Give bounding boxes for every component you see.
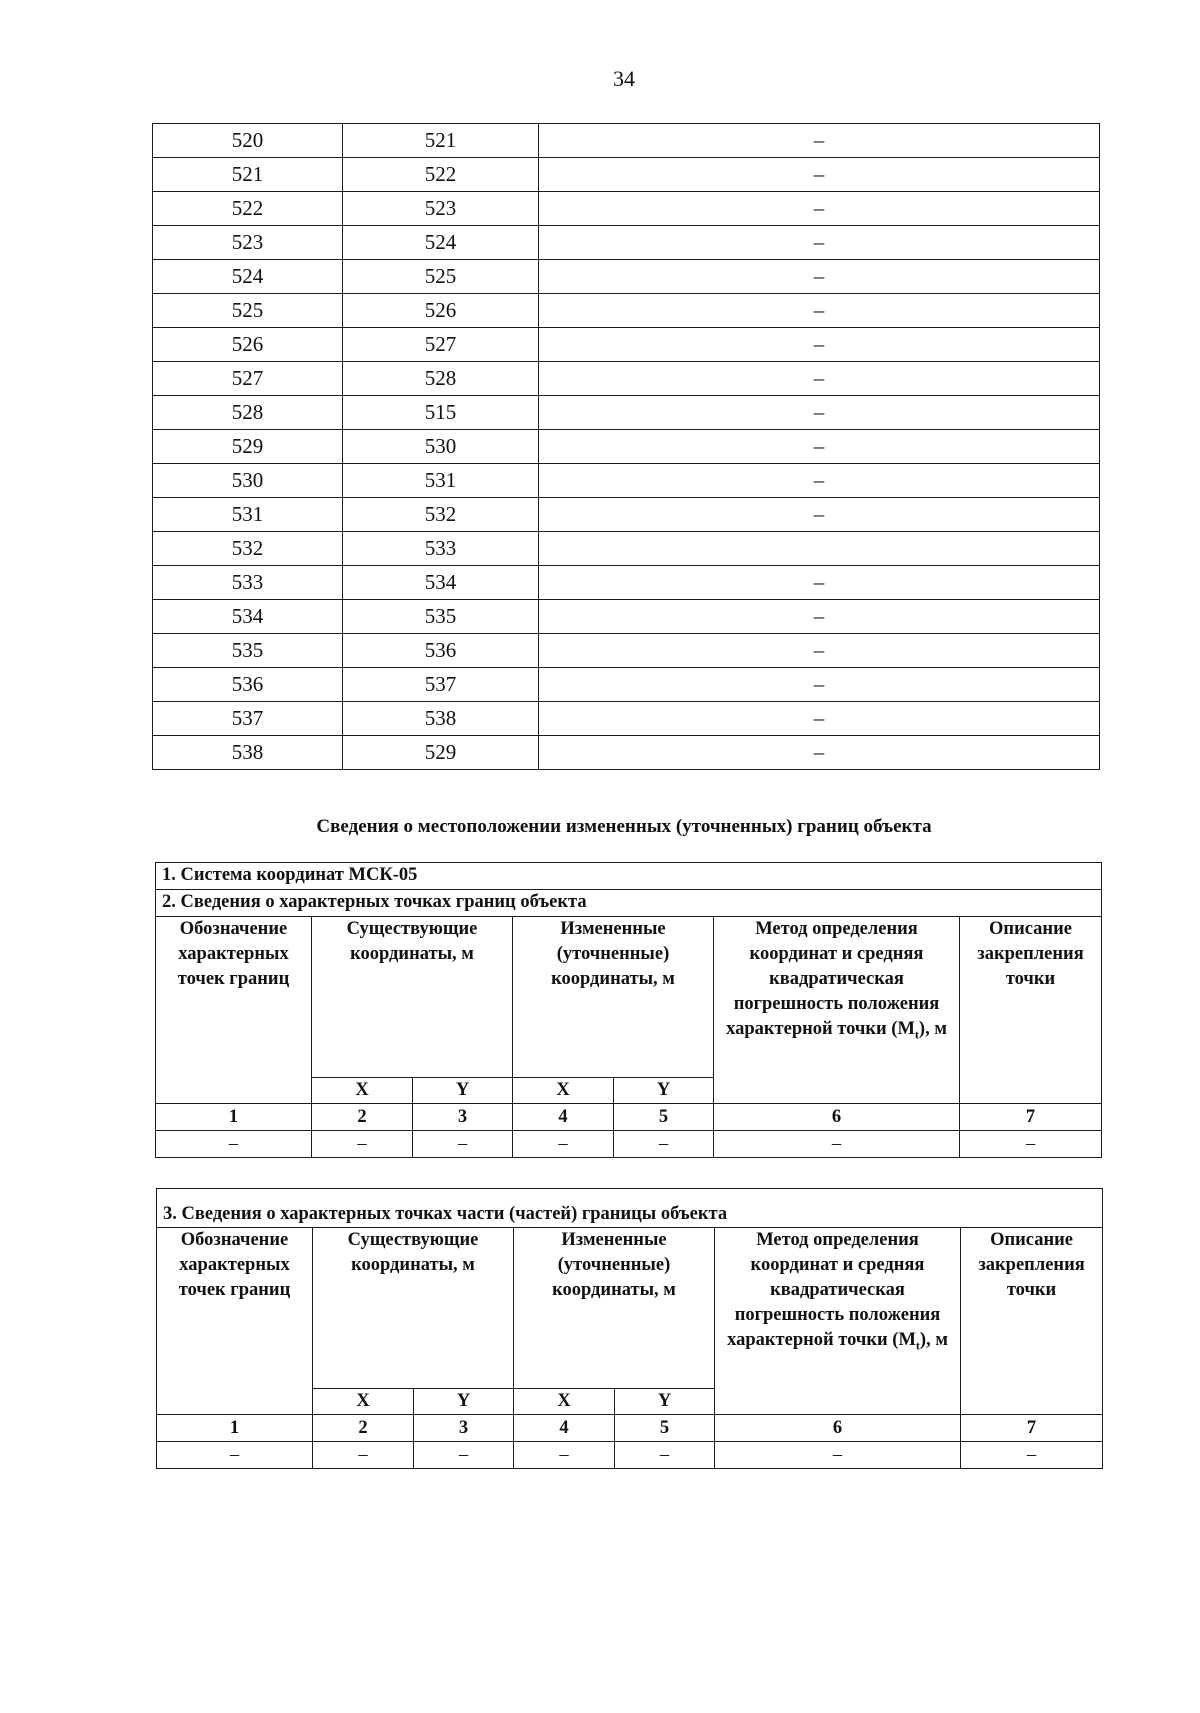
point-to-cell: 527 xyxy=(343,328,539,362)
table-row xyxy=(153,430,1100,464)
header-designation: Обозначение характерных точек границ xyxy=(157,1228,313,1415)
segment-note-cell: – xyxy=(539,362,1100,396)
point-to-cell: 537 xyxy=(343,668,539,702)
table-row xyxy=(153,158,1100,192)
segment-note-cell: – xyxy=(539,600,1100,634)
table-row xyxy=(153,668,1100,702)
point-to-cell: 533 xyxy=(343,532,539,566)
header-changed-x: X xyxy=(514,1389,615,1415)
header-changed-x: X xyxy=(513,1078,614,1104)
point-to-cell: 531 xyxy=(343,464,539,498)
header-designation: Обозначение характерных точек границ xyxy=(156,917,312,1104)
point-to-cell: 536 xyxy=(343,634,539,668)
header-method xyxy=(714,917,960,1104)
header-method-text: Метод определения координат и средняя квадратическая погрешность положения характерной точки $(M_t)$, м xyxy=(727,1230,948,1353)
table-row xyxy=(153,498,1100,532)
segment-note-cell: – xyxy=(539,158,1100,192)
segment-note-cell: – xyxy=(539,124,1100,158)
boundary-segments-table xyxy=(152,123,1100,770)
point-from-cell: 532 xyxy=(153,532,343,566)
column-number: 3 xyxy=(413,1104,513,1131)
header-existing-coordinates: Существующие координаты, м xyxy=(312,917,513,1078)
point-from-cell: 522 xyxy=(153,192,343,226)
segment-note-cell: – xyxy=(539,498,1100,532)
segment-note-cell: – xyxy=(539,566,1100,600)
column-number: 6 xyxy=(714,1104,960,1131)
table-row xyxy=(153,736,1100,770)
segment-note-cell: – xyxy=(539,430,1100,464)
point-to-cell: 535 xyxy=(343,600,539,634)
empty-cell: – xyxy=(312,1131,413,1158)
column-number: 7 xyxy=(960,1104,1102,1131)
empty-cell: – xyxy=(514,1442,615,1469)
point-to-cell: 521 xyxy=(343,124,539,158)
empty-cell: – xyxy=(414,1442,514,1469)
empty-cell: – xyxy=(513,1131,614,1158)
point-to-cell: 526 xyxy=(343,294,539,328)
point-from-cell: 535 xyxy=(153,634,343,668)
point-to-cell: 528 xyxy=(343,362,539,396)
point-to-cell: 524 xyxy=(343,226,539,260)
point-from-cell: 523 xyxy=(153,226,343,260)
segment-note-cell: – xyxy=(539,328,1100,362)
segment-note-cell: – xyxy=(539,260,1100,294)
column-number: 7 xyxy=(961,1415,1103,1442)
point-from-cell: 534 xyxy=(153,600,343,634)
table-row xyxy=(153,226,1100,260)
point-from-cell: 533 xyxy=(153,566,343,600)
header-existing-coordinates: Существующие координаты, м xyxy=(313,1228,514,1389)
point-to-cell: 529 xyxy=(343,736,539,770)
header-existing-y: Y xyxy=(413,1078,513,1104)
empty-cell: – xyxy=(714,1131,960,1158)
point-from-cell: 529 xyxy=(153,430,343,464)
header-method xyxy=(715,1228,961,1415)
header-method-text: Метод определения координат и средняя квадратическая погрешность положения характерной точки $(M_t)$, м xyxy=(726,919,947,1042)
header-existing-y: Y xyxy=(414,1389,514,1415)
point-from-cell: 526 xyxy=(153,328,343,362)
table-row xyxy=(153,124,1100,158)
segment-note-cell: – xyxy=(539,702,1100,736)
point-from-cell: 524 xyxy=(153,260,343,294)
table-row xyxy=(153,566,1100,600)
segment-note-cell: – xyxy=(539,634,1100,668)
coordinates-table-boundary xyxy=(155,862,1102,1158)
segment-note-cell: – xyxy=(539,464,1100,498)
column-number: 1 xyxy=(156,1104,312,1131)
header-description: Описание закрепления точки xyxy=(961,1228,1103,1415)
empty-cell: – xyxy=(961,1442,1103,1469)
column-number: 2 xyxy=(312,1104,413,1131)
column-number: 6 xyxy=(715,1415,961,1442)
table-row xyxy=(153,532,1100,566)
table-row xyxy=(153,192,1100,226)
column-number: 4 xyxy=(513,1104,614,1131)
empty-cell: – xyxy=(615,1442,715,1469)
segment-note-cell: – xyxy=(539,226,1100,260)
header-changed-coordinates: Измененные (уточненные) координаты, м xyxy=(514,1228,715,1389)
segment-note-cell: – xyxy=(539,294,1100,328)
column-number: 5 xyxy=(615,1415,715,1442)
point-to-cell: 515 xyxy=(343,396,539,430)
point-from-cell: 538 xyxy=(153,736,343,770)
empty-cell: – xyxy=(715,1442,961,1469)
header-changed-coordinates: Измененные (уточненные) координаты, м xyxy=(513,917,714,1078)
empty-cell: – xyxy=(614,1131,714,1158)
table-row xyxy=(153,634,1100,668)
boundary-points-subtitle: 2. Сведения о характерных точках границ объекта xyxy=(156,890,1102,917)
point-from-cell: 527 xyxy=(153,362,343,396)
coordinate-system-title: 1. Система координат МСК-05 xyxy=(156,863,1102,890)
part-points-title: 3. Сведения о характерных точках части (частей) границы объекта xyxy=(157,1189,1103,1228)
empty-cell: – xyxy=(157,1442,313,1469)
segment-note-cell: – xyxy=(539,192,1100,226)
table-row xyxy=(153,260,1100,294)
point-from-cell: 520 xyxy=(153,124,343,158)
empty-cell: – xyxy=(413,1131,513,1158)
table-row xyxy=(153,702,1100,736)
table-row xyxy=(153,328,1100,362)
point-from-cell: 525 xyxy=(153,294,343,328)
page-number: 34 xyxy=(613,66,635,91)
point-from-cell: 536 xyxy=(153,668,343,702)
point-from-cell: 528 xyxy=(153,396,343,430)
table-row xyxy=(153,600,1100,634)
column-number: 4 xyxy=(514,1415,615,1442)
point-from-cell: 531 xyxy=(153,498,343,532)
point-from-cell: 521 xyxy=(153,158,343,192)
coordinates-table-part xyxy=(156,1188,1103,1469)
point-to-cell: 530 xyxy=(343,430,539,464)
point-to-cell: 538 xyxy=(343,702,539,736)
table-row xyxy=(153,464,1100,498)
table-row xyxy=(153,294,1100,328)
table-row xyxy=(153,362,1100,396)
empty-cell: – xyxy=(313,1442,414,1469)
empty-cell: – xyxy=(960,1131,1102,1158)
column-number: 2 xyxy=(313,1415,414,1442)
header-existing-x: X xyxy=(312,1078,413,1104)
segment-note-cell xyxy=(539,532,1100,566)
segment-note-cell: – xyxy=(539,668,1100,702)
section-caption: Сведения о местоположении измененных (уточненных) границ объекта xyxy=(316,816,932,837)
point-to-cell: 525 xyxy=(343,260,539,294)
point-from-cell: 537 xyxy=(153,702,343,736)
point-to-cell: 534 xyxy=(343,566,539,600)
column-number: 5 xyxy=(614,1104,714,1131)
segment-note-cell: – xyxy=(539,736,1100,770)
point-to-cell: 523 xyxy=(343,192,539,226)
column-number: 3 xyxy=(414,1415,514,1442)
table-row xyxy=(153,396,1100,430)
header-description: Описание закрепления точки xyxy=(960,917,1102,1104)
column-number: 1 xyxy=(157,1415,313,1442)
point-to-cell: 532 xyxy=(343,498,539,532)
segment-note-cell: – xyxy=(539,396,1100,430)
header-existing-x: X xyxy=(313,1389,414,1415)
point-to-cell: 522 xyxy=(343,158,539,192)
point-from-cell: 530 xyxy=(153,464,343,498)
header-changed-y: Y xyxy=(615,1389,715,1415)
empty-cell: – xyxy=(156,1131,312,1158)
header-changed-y: Y xyxy=(614,1078,714,1104)
